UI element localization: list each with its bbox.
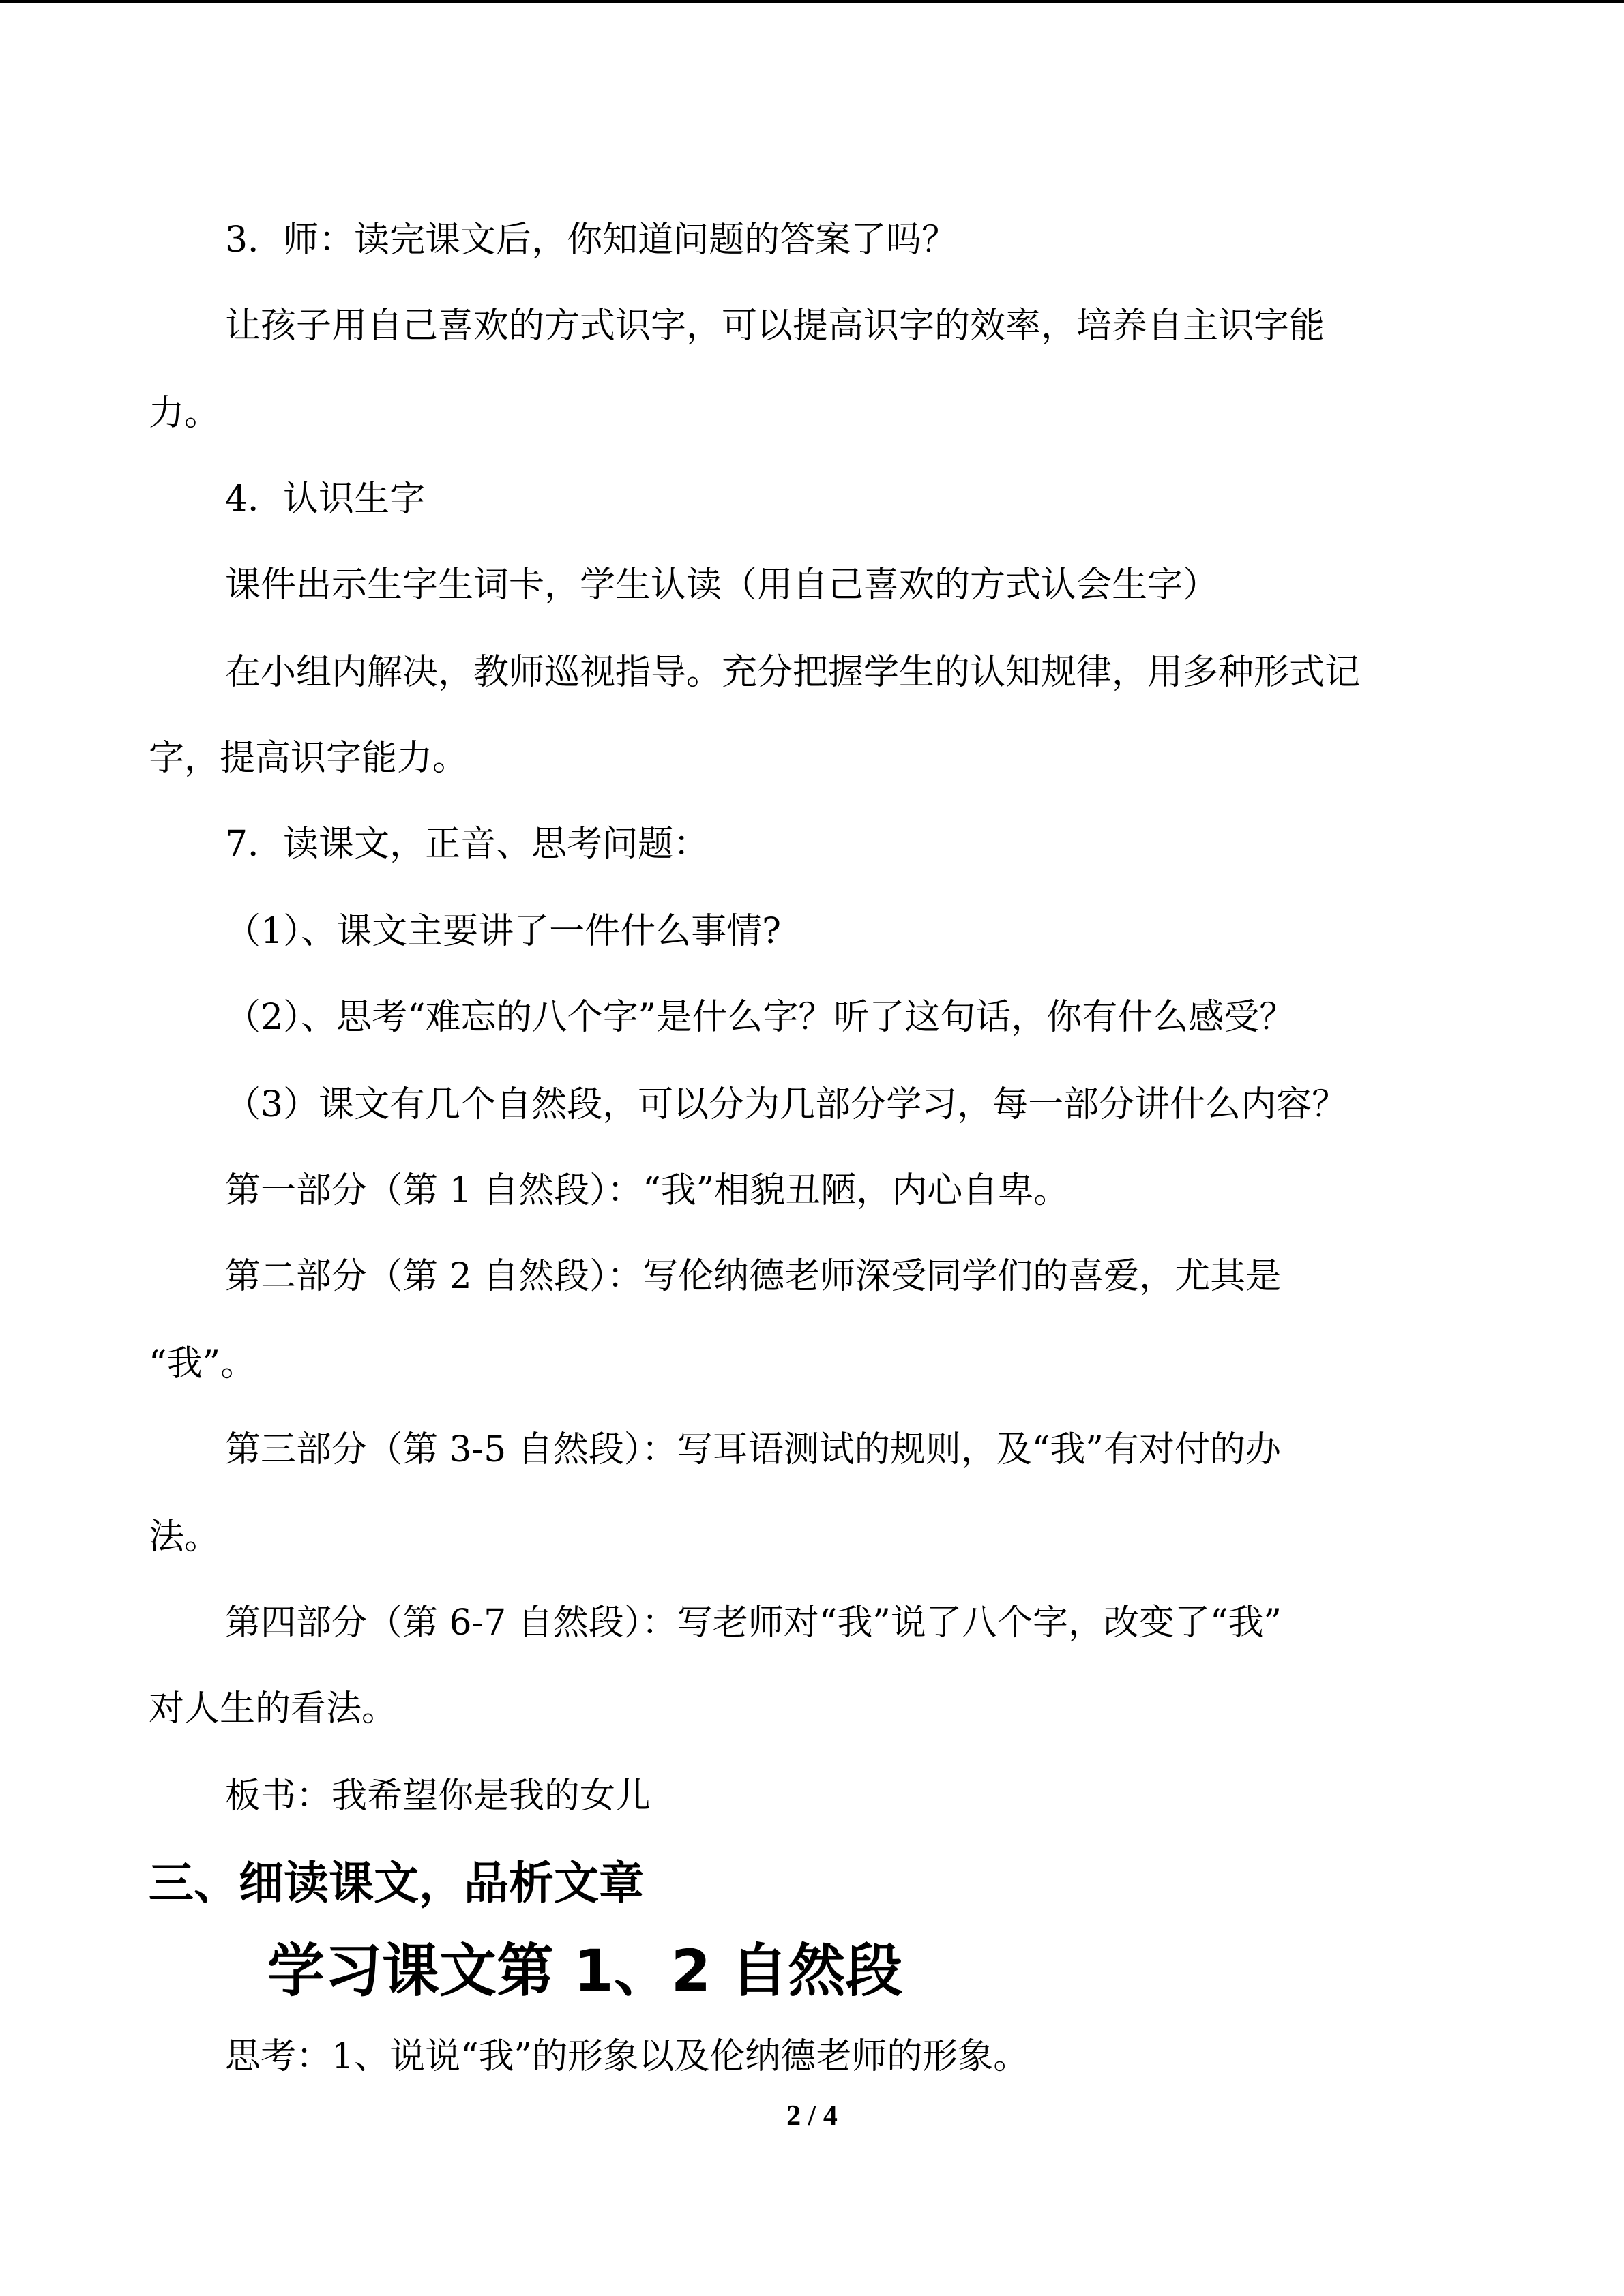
page-number: 2 / 4 bbox=[786, 2100, 838, 2132]
text-line: 第三部分（第 3-5 自然段）：写耳语测试的规则，及“我”有对付的办 bbox=[225, 1429, 1281, 1470]
text-line: 第四部分（第 6-7 自然段）：写老师对“我”说了八个字，改变了“我” bbox=[225, 1602, 1282, 1643]
text-line: 思考：1、说说“我”的形象以及伦纳德老师的形象。 bbox=[225, 2036, 1029, 2077]
text-line: 课件出示生字生词卡，学生认读（用自己喜欢的方式认会生字） bbox=[225, 565, 1219, 606]
top-border bbox=[0, 0, 1624, 3]
text-line: （2）、思考“难忘的八个字”是什么字？听了这句话，你有什么感受？ bbox=[225, 997, 1295, 1038]
text-line: 对人生的看法。 bbox=[149, 1688, 398, 1729]
text-line: 法。 bbox=[149, 1517, 220, 1557]
text-line: 让孩子用自己喜欢的方式识字，可以提高识字的效率，培养自主识字能 bbox=[225, 305, 1325, 346]
text-line: （1）、课文主要讲了一件什么事情? bbox=[225, 911, 781, 952]
text-line: 4．认识生字 bbox=[225, 479, 426, 520]
section-heading: 三、细读课文，品析文章 bbox=[149, 1857, 644, 1909]
text-line: 在小组内解决，教师巡视指导。充分把握学生的认知规律，用多种形式记 bbox=[225, 652, 1361, 693]
text-line: 板书：我希望你是我的女儿 bbox=[225, 1776, 651, 1817]
text-line: 3．师：读完课文后，你知道问题的答案了吗？ bbox=[225, 220, 958, 260]
text-line: 第一部分（第 1 自然段）：“我”相貌丑陋，内心自卑。 bbox=[225, 1170, 1069, 1211]
text-line: （3）课文有几个自然段，可以分为几部分学习，每一部分讲什么内容？ bbox=[225, 1084, 1348, 1125]
text-line: 第二部分（第 2 自然段）：写伦纳德老师深受同学们的喜爱，尤其是 bbox=[225, 1256, 1282, 1297]
text-line: 7．读课文，正音、思考问题： bbox=[225, 824, 709, 865]
sub-heading: 学习课文第 1、2 自然段 bbox=[267, 1937, 903, 2004]
text-line: 力。 bbox=[149, 393, 220, 434]
text-line: “我”。 bbox=[149, 1343, 256, 1384]
text-line: 字，提高识字能力。 bbox=[149, 738, 469, 779]
